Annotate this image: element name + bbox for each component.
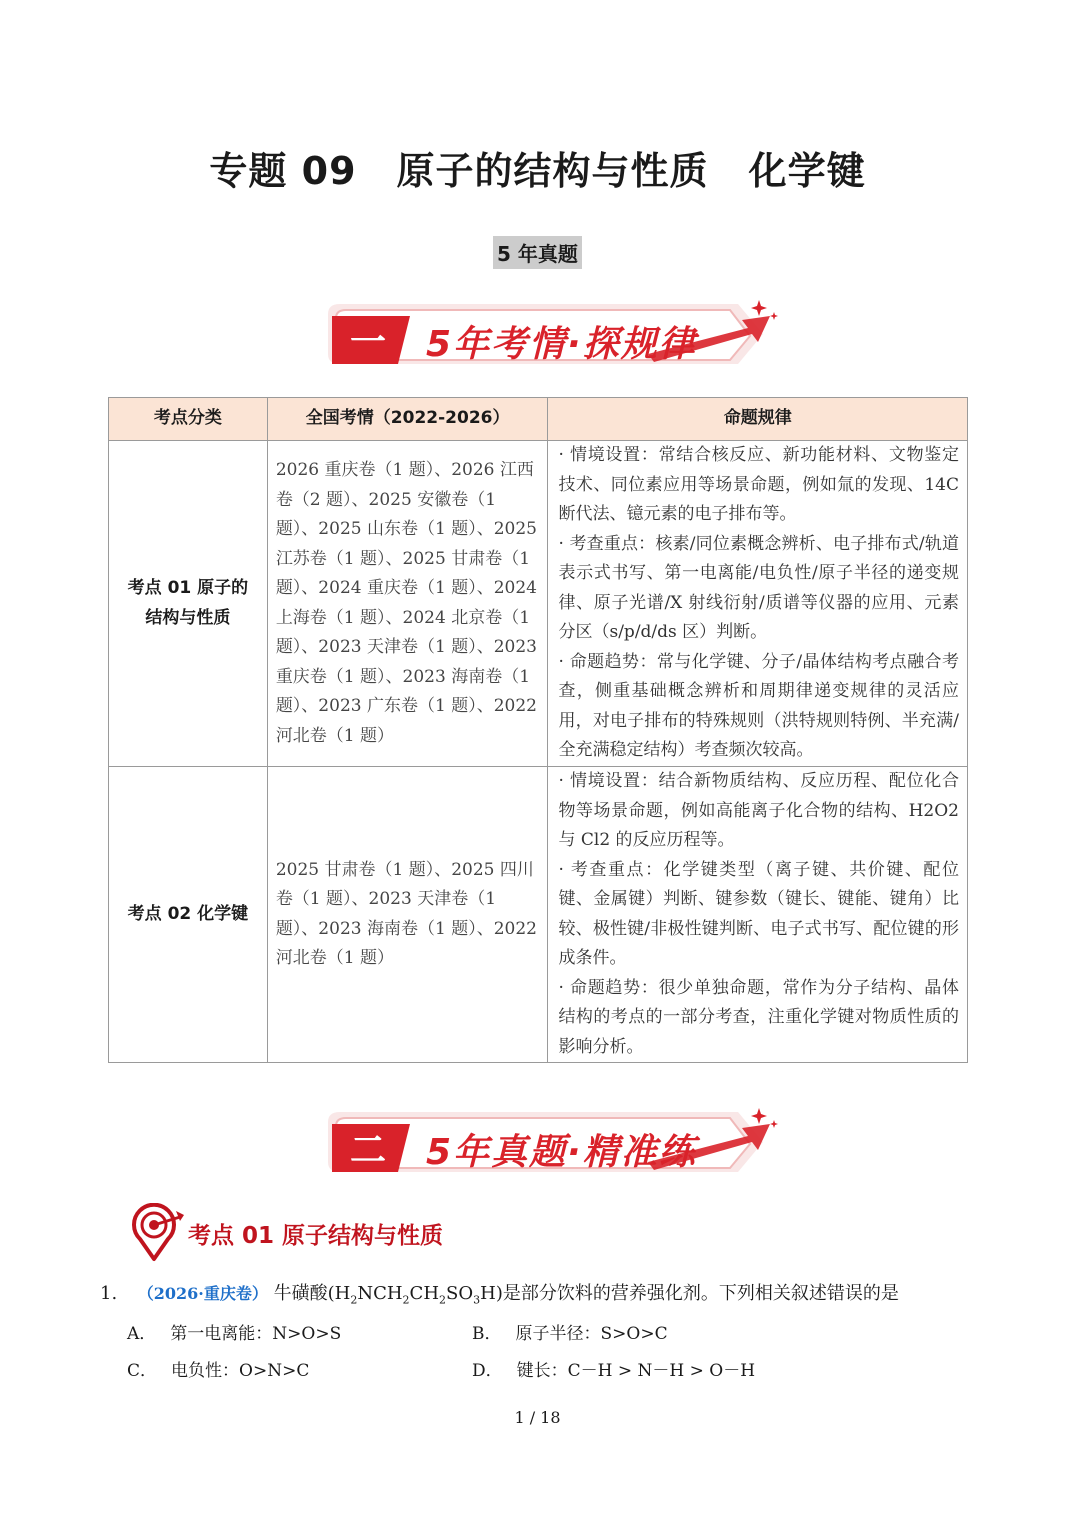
table-row: [109, 441, 968, 767]
question-source: （2026·重庆卷）: [137, 1284, 268, 1303]
rule-context: · 情境设置：结合新物质结构、反应历程、配位化合物等场景命题，例如高能离子化合物的结构、H2O2 与 Cl2 的反应历程等。: [558, 771, 959, 850]
banner-graphic: [318, 1100, 783, 1184]
rule-trend: · 命题趋势：很少单独命题，常作为分子结构、晶体结构的考点的一部分考查，注重化学键对物质性质的影响分析。: [558, 977, 959, 1057]
section-label: 考点 01 原子结构与性质: [188, 1223, 444, 1249]
option-a[interactable]: [127, 1319, 341, 1344]
option-letter: B．: [472, 1324, 502, 1344]
col-header-category: 考点分类: [109, 398, 268, 441]
banner-text: 5年真题·精准练: [426, 1132, 697, 1173]
row-category: [109, 767, 268, 1063]
rule-focus: · 考查重点：化学键类型（离子键、共价键、配位键、金属键）判断、键参数（键长、键能、键角）比较、极性键/非极性键判断、电子式书写、配位键的形成条件。: [558, 859, 959, 968]
category-line: 结构与性质: [145, 607, 231, 628]
row-rules: [548, 767, 968, 1063]
banner-text: 5年考情·探规律: [426, 324, 697, 365]
rule-context: · 情境设置：常结合核反应、新功能材料、文物鉴定技术、同位素应用等场景命题，例如氚的发现、14C 断代法、镱元素的电子排布等。: [558, 445, 959, 525]
sparkle-icon: [751, 1108, 767, 1124]
question-stem: [100, 1279, 899, 1307]
banner-graphic: [318, 292, 783, 376]
subtitle-wrap: [0, 236, 1075, 269]
target-icon: [130, 1203, 186, 1263]
section-banner-2: [318, 1100, 783, 1184]
category-line: 考点 02 化学键: [127, 903, 249, 924]
section-banner-1: [318, 292, 783, 376]
rule-focus: · 考查重点：核素/同位素概念辨析、电子排布式/轨道表示式书写、第一电离能/电负性/原子半径的递变规律、原子光谱/X 射线衍射/质谱等仪器的应用、元素分区（s/p/d/ds 区）判断。: [558, 533, 959, 643]
category-line: 考点 01 原子的: [127, 578, 249, 598]
option-text: 第一电离能：N>O>S: [170, 1324, 342, 1344]
banner-number: 二: [349, 1130, 387, 1171]
sparkle-icon: [751, 300, 767, 316]
taurine-formula: $H_2NCH_2CH_2SO_3H$: [334, 1283, 496, 1307]
stem-text-after: )是部分饮料的营养强化剂。下列相关叙述错误的是: [495, 1283, 899, 1304]
option-d[interactable]: [472, 1356, 755, 1381]
col-header-national: 全国考情（2022-2026）: [267, 398, 548, 441]
question-number: 1.: [100, 1283, 118, 1304]
title-topic-name: 原子的结构与性质: [396, 149, 709, 193]
option-letter: A．: [127, 1324, 157, 1344]
option-text: 键长：C－H > N－H > O－H: [516, 1361, 756, 1381]
option-text: 原子半径：S>O>C: [515, 1324, 668, 1344]
option-b[interactable]: [472, 1319, 668, 1344]
title-topic-name-2: 化学键: [748, 149, 866, 193]
rule-trend: · 命题趋势：常与化学键、分子/晶体结构考点融合考查，侧重基础概念辨析和周期律递变规律的灵活应用，对电子排布的特殊规则（洪特规则特例、半充满/全充满稳定结构）考查频次较高。: [558, 651, 959, 761]
stem-text-before: 牛磺酸(: [273, 1283, 335, 1304]
row-years: 2026 重庆卷（1 题）、2026 江西卷（2 题）、2025 安徽卷（1 题）、2025 山东卷（1 题）、2025 江苏卷（1 题）、2025 甘肃卷（1 题）、2024 重庆卷（1 题）、2024 上海卷（1 题）、2024 北京卷（1 题）、2023 天津卷（1 题）、2023 重庆卷（1 题）、2023 海南卷（1 题）、2023 广东卷（1 题）、2022 河北卷（1 题）: [267, 441, 548, 767]
option-letter: C．: [127, 1361, 158, 1381]
page-title: [0, 140, 1075, 195]
row-rules: [548, 441, 968, 767]
row-category: [109, 441, 268, 767]
option-letter: D．: [472, 1361, 503, 1381]
subtitle: 5 年真题: [493, 236, 582, 269]
table-row: [109, 767, 968, 1063]
page-number: 1 / 18: [514, 1408, 561, 1427]
row-years: 2025 甘肃卷（1 题）、2025 四川卷（1 题）、2023 天津卷（1 题）、2023 海南卷（1 题）、2022 河北卷（1 题）: [267, 767, 548, 1063]
col-header-rules: 命题规律: [548, 398, 968, 441]
table-header-row: [109, 398, 968, 441]
title-topic-number: 专题 09: [209, 149, 357, 193]
option-c[interactable]: [127, 1356, 309, 1381]
banner-number: 一: [349, 322, 387, 363]
option-text: 电负性：O>N>C: [171, 1361, 310, 1381]
exam-summary-table: [108, 397, 968, 1063]
